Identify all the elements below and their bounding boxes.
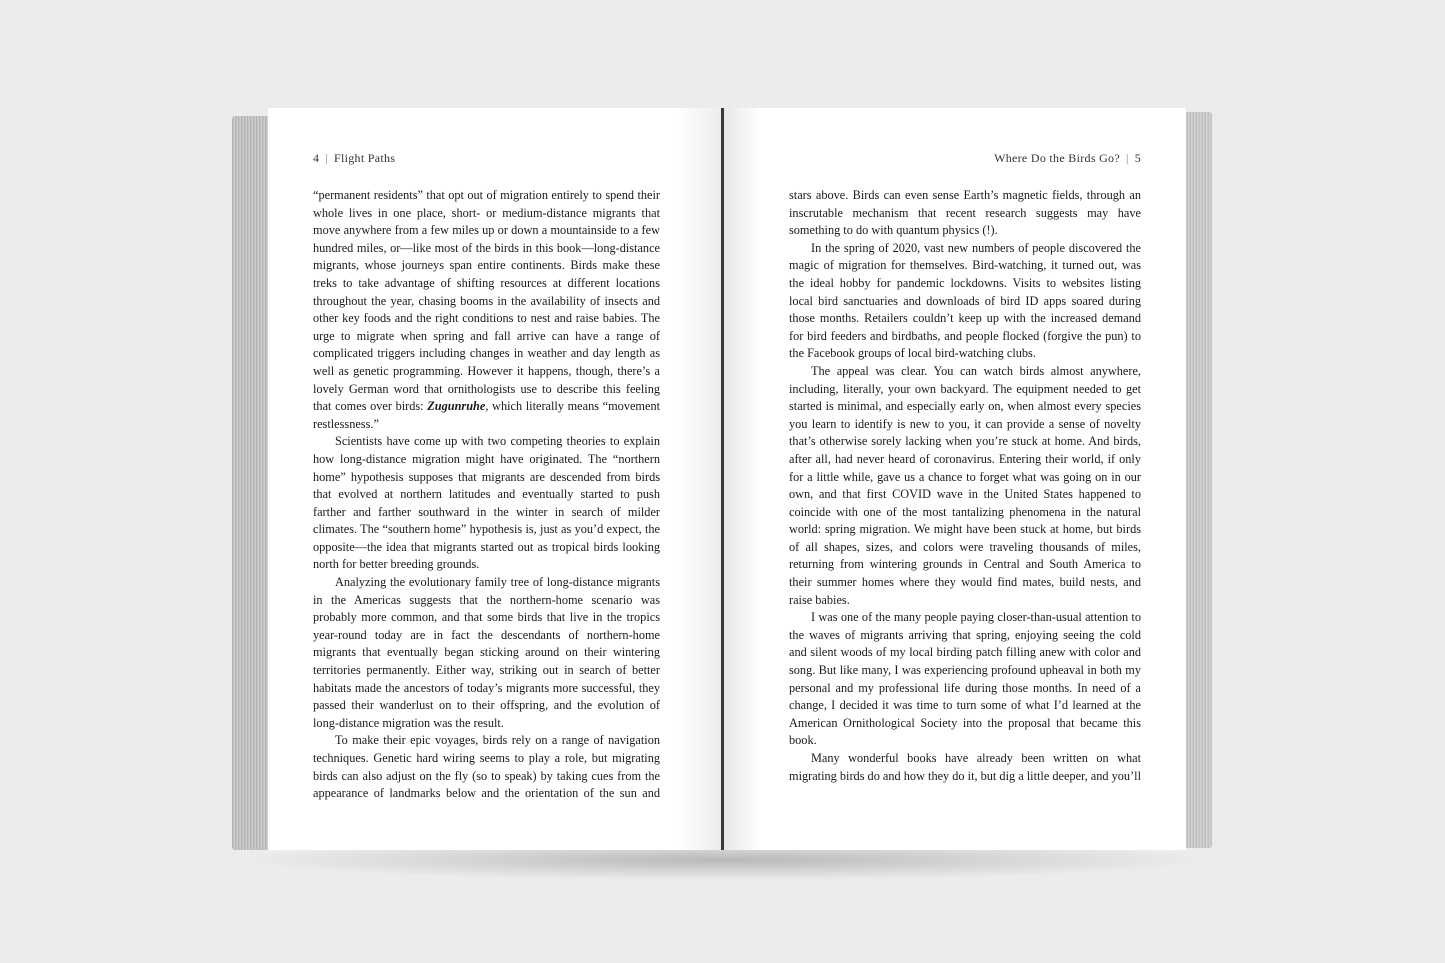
right-page-number: 5 [1134, 151, 1141, 165]
paragraph: I was one of the many people paying closer-than-usual attention to the waves of migrants arriving that spring, enjoying seeing the cold and silent woods of my local birding patch filling anew with color and song. But like many, I was experiencing profound upheaval in both my personal and my professional life during those months. In need of a change, I decided it was time to turn some of what I’d learned at the American Ornithological Society into the proposal that became this book. [789, 610, 1141, 748]
book-gutter [721, 108, 724, 850]
page-edges-right [1182, 112, 1212, 848]
page-edges-left [232, 116, 272, 850]
header-separator: | [325, 151, 329, 165]
paragraph-text: “permanent residents” that opt out of migration entirely to spend their whole lives in one place, short- or medium-distance migrants that move anywhere from a few miles up or down a mountainside to a few hundred miles, or—like most of the birds in this book—long-distance migrants, whose journeys span entire continents. Birds make these treks to take advantage of shifting resources at different locations throughout the year, chasing booms in the availability of insects and other key foods and the right conditions to nest and raise babies. The urge to migrate when spring and fall arrive can have a range of complicated triggers including changes in weather and day length as well as genetic programming. However it happens, though, there’s a lovely German word that ornithologists use to describe this feeling that comes over birds: [313, 188, 660, 414]
left-page-number: 4 [313, 151, 320, 165]
paragraph: Scientists have come up with two competing theories to explain how long-distance migration might have originated. The “northern home” hypothesis supposes that migrants are descended from birds that evolved at northern latitudes and eventually started to push farther and farther southward in the winter in search of milder climates. The “southern home” hypothesis is, just as you’d expect, the opposite—the idea that migrants started out as tropical birds looking north for better breeding grounds. [313, 434, 660, 572]
paragraph: In the spring of 2020, vast new numbers of people discovered the magic of migration for themselves. Bird-watching, it turned out, was the ideal hobby for pandemic lockdowns. Visits to websites listing local bird sanctuaries and downloads of bird ID apps soared during those months. Retailers couldn’t keep up with the increased demand for bird feeders and birdbaths, and people flocked (forgive the pun) to the Facebook groups of local bird-watching clubs. [789, 240, 1141, 361]
left-page-body [313, 187, 660, 803]
right-running-title: Where Do the Birds Go? [994, 151, 1120, 165]
paragraph: To make their epic voyages, birds rely on a range of navigation techniques. Genetic hard wiring seems to play a role, but migrating birds can also adjust on the fly (so to speak) by taking cues from the appearance of landmarks below and the orientation of the sun and [313, 733, 660, 801]
paragraph-tail: , which literally means “movement restlessness.” [313, 399, 661, 431]
paragraph: Many wonderful books have already been written on what migrating birds do and how they do it, but dig a little deeper, and you’ll [789, 751, 1141, 783]
italic-term: Zugunruhe [427, 399, 486, 414]
header-separator: | [1125, 151, 1129, 165]
right-page-body [789, 187, 1141, 785]
paragraph: Analyzing the evolutionary family tree of long-distance migrants in the Americas suggests that the northern-home scenario was probably more common, and that some birds that live in the tropics year-round today are in fact the descendants of northern-home migrants that eventually began sticking around on their wintering territories permanently. Either way, striking out in search of better habitats made the ancestors of today’s migrants more successful, they passed their wanderlust on to their offspring, and the evolution of long-distance migration was the result. [313, 575, 660, 730]
left-page-header [313, 151, 395, 166]
paragraph: The appeal was clear. You can watch birds almost anywhere, including, literally, your own backyard. The equipment needed to get started is minimal, and especially early on, when almost every species you learn to identify is new to you, it can provide a sense of novelty that’s otherwise sorely lacking when you’re stuck at home. And birds, after all, had never heard of coronavirus. Entering their world, if only for a little while, gave us a chance to forget what was going on in our own, and that first COVID wave in the United States happened to coincide with one of the most tantalizing phenomena in the natural world: spring migration. We might have been stuck at home, but birds of all shapes, sizes, and colors were traveling thousands of miles, returning from wintering grounds in Central and South America to their summer homes where they would find mates, build nests, and raise babies. [789, 363, 1141, 607]
left-running-title: Flight Paths [334, 151, 396, 165]
paragraph [313, 187, 660, 433]
right-page-header [994, 151, 1141, 166]
paragraph: stars above. Birds can even sense Earth’s magnetic fields, through an inscrutable mechanism that recent research suggests may have something to do with quantum physics (!). [789, 188, 1141, 238]
